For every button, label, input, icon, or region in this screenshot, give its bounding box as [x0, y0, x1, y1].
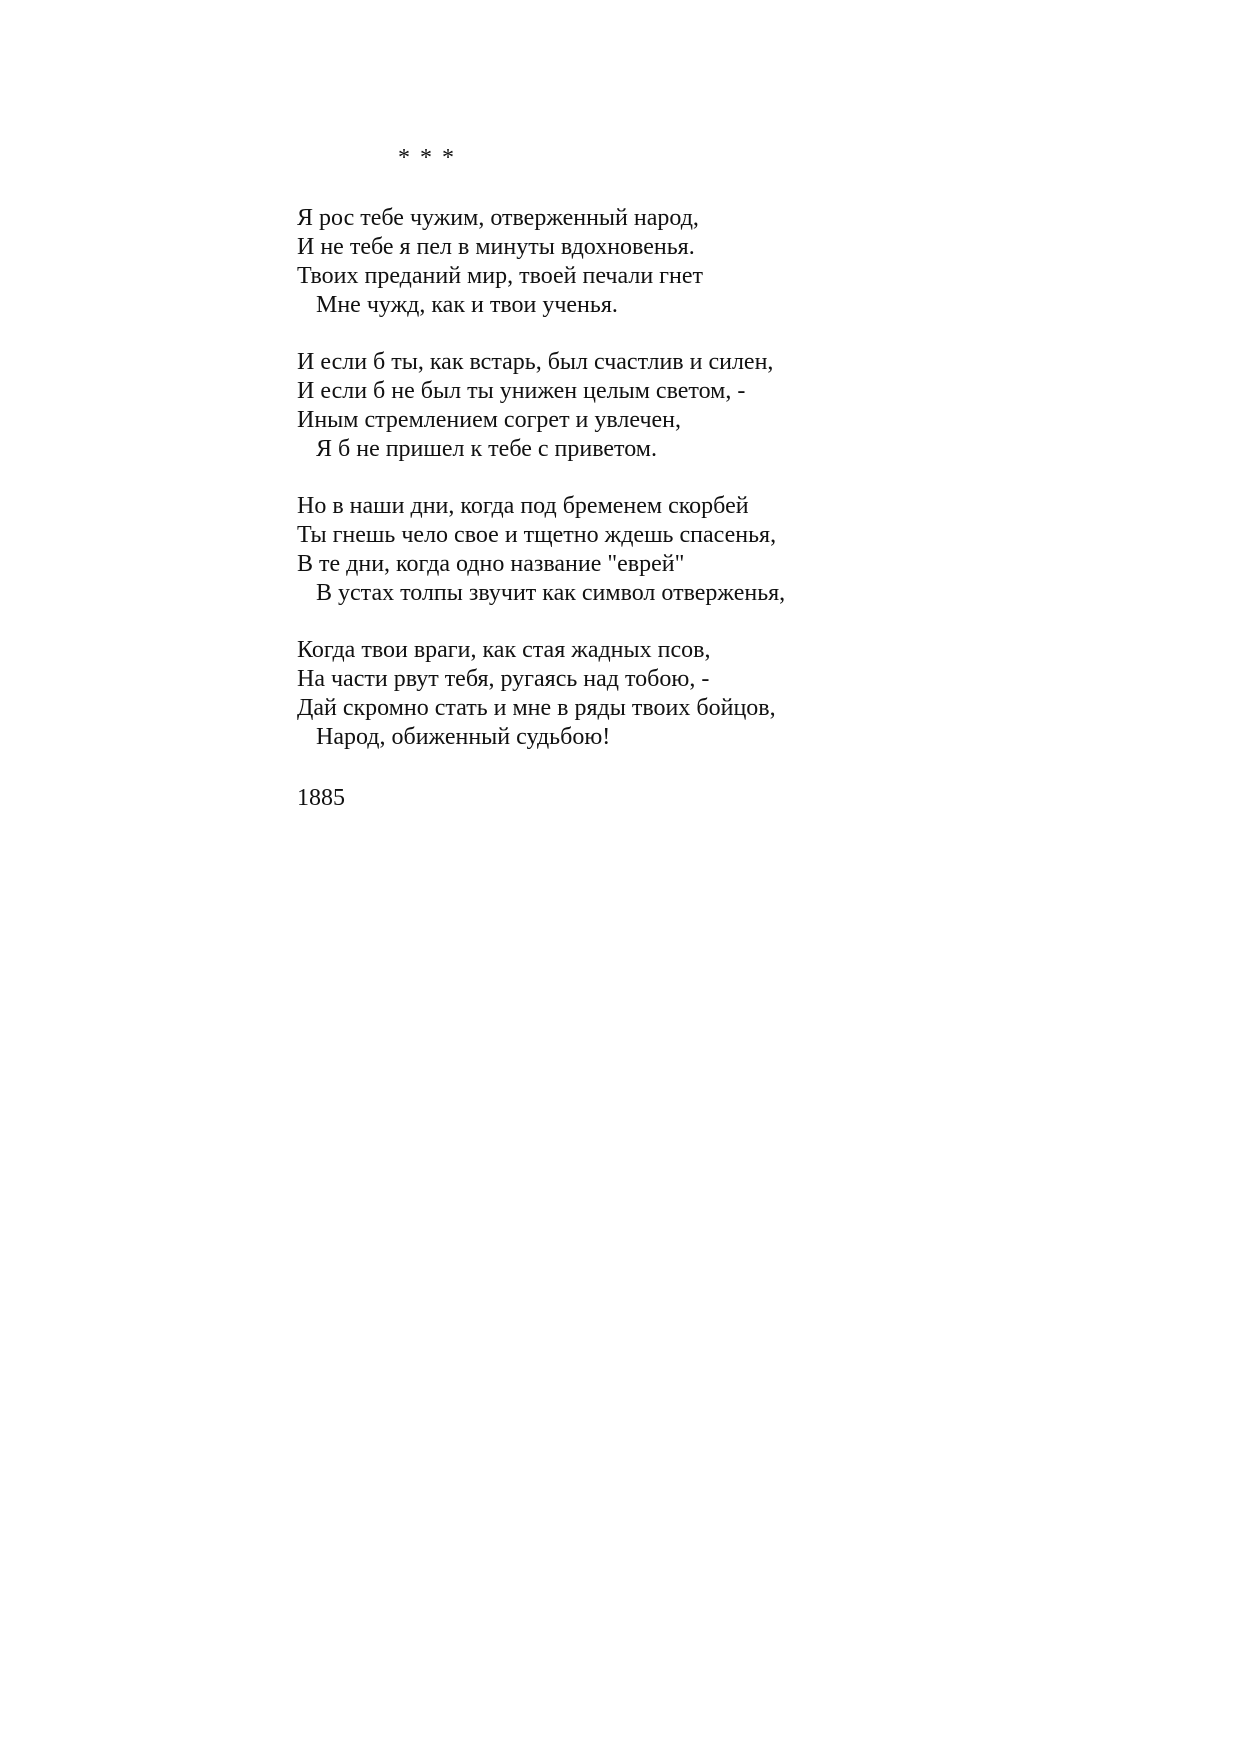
- stanza-3: [297, 492, 1197, 608]
- poem-line: И не тебе я пел в минуты вдохновенья.: [297, 234, 695, 260]
- poem-line: И если б не был ты унижен целым светом, -: [297, 378, 746, 404]
- poem-line: Но в наши дни, когда под бременем скорбей: [297, 493, 749, 519]
- poem-line: Твоих преданий мир, твоей печали гнет: [297, 263, 704, 289]
- stanza-2: [297, 348, 1197, 464]
- poem-line: И если б ты, как встарь, был счастлив и силен,: [297, 349, 774, 375]
- poem-line-indented: Я б не пришел к тебе с приветом.: [316, 436, 657, 462]
- poem-line: Иным стремлением согрет и увлечен,: [297, 407, 682, 433]
- poem-line: На части рвут тебя, ругаясь над тобою, -: [297, 666, 710, 692]
- poem-line-indented: Мне чужд, как и твои ученья.: [316, 292, 618, 318]
- poem-line: Когда твои враги, как стая жадных псов,: [297, 637, 711, 663]
- stanza-1: [297, 204, 1197, 320]
- poem-body: [297, 204, 1197, 780]
- poem-line: Я рос тебе чужим, отверженный народ,: [297, 205, 699, 231]
- stanza-4: [297, 636, 1197, 752]
- poem-year: 1885: [297, 785, 345, 811]
- poem-title-asterisks: * * *: [398, 145, 456, 171]
- poem-line-indented: В устах толпы звучит как символ отверженья,: [316, 580, 786, 606]
- poem-line: Дай скромно стать и мне в ряды твоих бойцов,: [297, 695, 776, 721]
- poem-line: Ты гнешь чело свое и тщетно ждешь спасенья,: [297, 522, 777, 548]
- poem-line-indented: Народ, обиженный судьбою!: [316, 724, 611, 750]
- poem-line: В те дни, когда одно название "еврей": [297, 551, 685, 577]
